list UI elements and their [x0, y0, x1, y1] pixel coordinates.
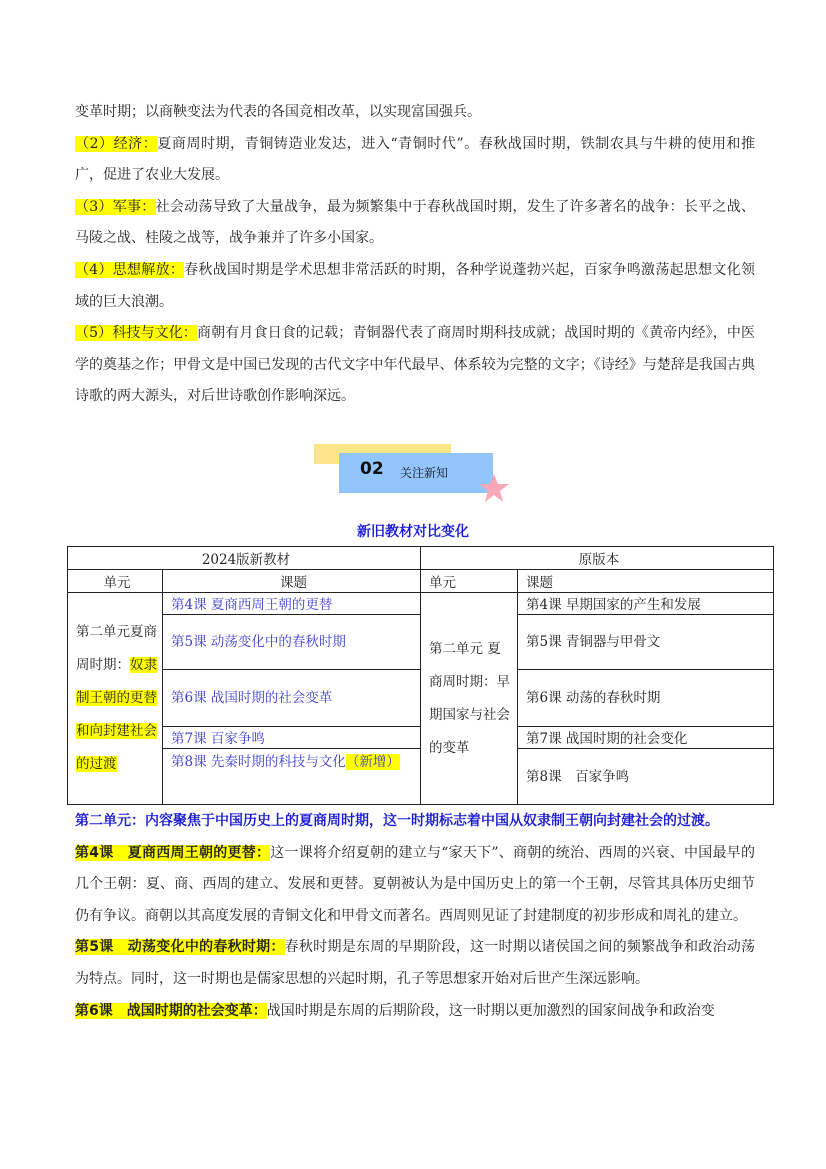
lesson-6-label: 第6课 战国时期的社会变革：	[75, 1002, 267, 1019]
economy-text: 夏商周时期，青铜铸造业发达，进入“青铜时代”。春秋战国时期，铁制农具与牛耕的使用和推广，促进了农业大发展。	[75, 135, 755, 184]
old-lesson-8: 第8课 百家争鸣	[518, 749, 774, 805]
thought-paragraph	[75, 255, 755, 318]
new-lesson-6: 第6课 战国时期的社会变革	[163, 670, 421, 727]
lesson-6-summary	[75, 996, 755, 1028]
summary-section	[75, 806, 755, 1027]
banner-number: 02	[360, 459, 384, 479]
star-icon	[478, 472, 510, 504]
culture-label: （5）科技与文化：	[75, 325, 198, 342]
unit-summary: 第二单元：内容聚焦于中国历史上的夏商周时期，这一时期标志着中国从奴隶制王朝向封建社会的过渡。	[75, 813, 719, 829]
banner-label: 关注新知	[400, 466, 449, 480]
new-lesson-4: 第4课 夏商西周王朝的更替	[163, 593, 421, 615]
military-text: 社会动荡导致了大量战争，最为频繁集中于春秋战国时期，发生了许多著名的战争：长平之战、马陵之战、桂陵之战等，战争兼并了许多小国家。	[75, 198, 755, 247]
new-unit-cell	[68, 593, 163, 805]
thought-text: 春秋战国时期是学术思想非常活跃的时期，各种学说蓬勃兴起，百家争鸣激荡起思想文化领域的巨大浪潮。	[75, 261, 755, 310]
lesson-5-label: 第5课 动荡变化中的春秋时期：	[75, 939, 285, 956]
old-lesson-5: 第5课 青铜器与甲骨文	[518, 615, 774, 670]
lesson-6-text: 战国时期是东周的后期阶段，这一时期以更加激烈的国家间战争和政治变	[266, 1002, 715, 1019]
new-tag: （新增）	[345, 754, 400, 770]
col-unit-header: 单元	[68, 570, 163, 593]
culture-text: 商朝有月食日食的记载；青铜器代表了商周时期科技成就；战国时期的《黄帝内经》，中医学的奠基之作；甲骨文是中国已发现的古代文字中年代最早、体系较为完整的文字；《诗经》与楚辞是我国古典诗歌的两大源头，对后世诗歌创作影响深远。	[75, 325, 755, 405]
new-lesson-8	[163, 749, 421, 805]
lesson-5-summary	[75, 932, 755, 995]
lesson-4-text: 这一课将介绍夏朝的建立与“家天下”、商朝的统治、西周的兴衰、中国最早的几个王朝：夏、商、西周的建立、发展和更替。夏朝被认为是中国历史上的第一个王朝，尽管其具体历史细节仍有争议。商朝以其高度发展的青铜文化和甲骨文而著名。西周则见证了封建制度的初步形成和周礼的建立。	[75, 844, 756, 924]
intro-section	[75, 97, 755, 413]
lesson-4-summary	[75, 838, 755, 933]
military-paragraph	[75, 192, 755, 255]
lesson-4-label: 第4课 夏商西周王朝的更替：	[75, 844, 271, 861]
thought-label: （4）思想解放：	[75, 261, 185, 278]
new-unit-text: 第二单元夏商周时期：	[76, 624, 157, 673]
new-edition-header: 2024版新教材	[68, 547, 421, 570]
col-lesson-header: 课题	[518, 570, 774, 593]
col-lesson-header: 课题	[163, 570, 421, 593]
col-unit-header: 单元	[421, 570, 518, 593]
comparison-table	[67, 546, 774, 805]
culture-paragraph	[75, 318, 755, 413]
economy-paragraph	[75, 129, 755, 192]
new-lesson-8-title: 第8课 先秦时期的科技与文化	[171, 754, 346, 770]
old-lesson-7: 第7课 战国时期的社会变化	[518, 727, 774, 749]
economy-label: （2）经济：	[75, 135, 158, 152]
new-lesson-5: 第5课 动荡变化中的春秋时期	[163, 615, 421, 670]
new-lesson-7: 第7课 百家争鸣	[163, 727, 421, 749]
old-lesson-6: 第6课 动荡的春秋时期	[518, 670, 774, 727]
old-edition-header: 原版本	[421, 547, 774, 570]
table-title: 新旧教材对比变化	[357, 524, 469, 540]
old-lesson-4: 第4课 早期国家的产生和发展	[518, 593, 774, 615]
intro-line: 变革时期；以商鞅变法为代表的各国竞相改革，以实现富国强兵。	[75, 104, 481, 120]
old-unit-cell: 第二单元 夏商周时期：早期国家与社会的变革	[421, 593, 518, 805]
lesson-5-text: 春秋时期是东周的早期阶段，这一时期以诸侯国之间的频繁战争和政治动荡为特点。同时，这一时期也是儒家思想的兴起时期，孔子等思想家开始对后世产生深远影响。	[75, 939, 755, 987]
military-label: （3）军事：	[75, 198, 156, 215]
new-unit-highlight: 奴隶制王朝的更替和向封建社会的过渡	[76, 657, 157, 772]
